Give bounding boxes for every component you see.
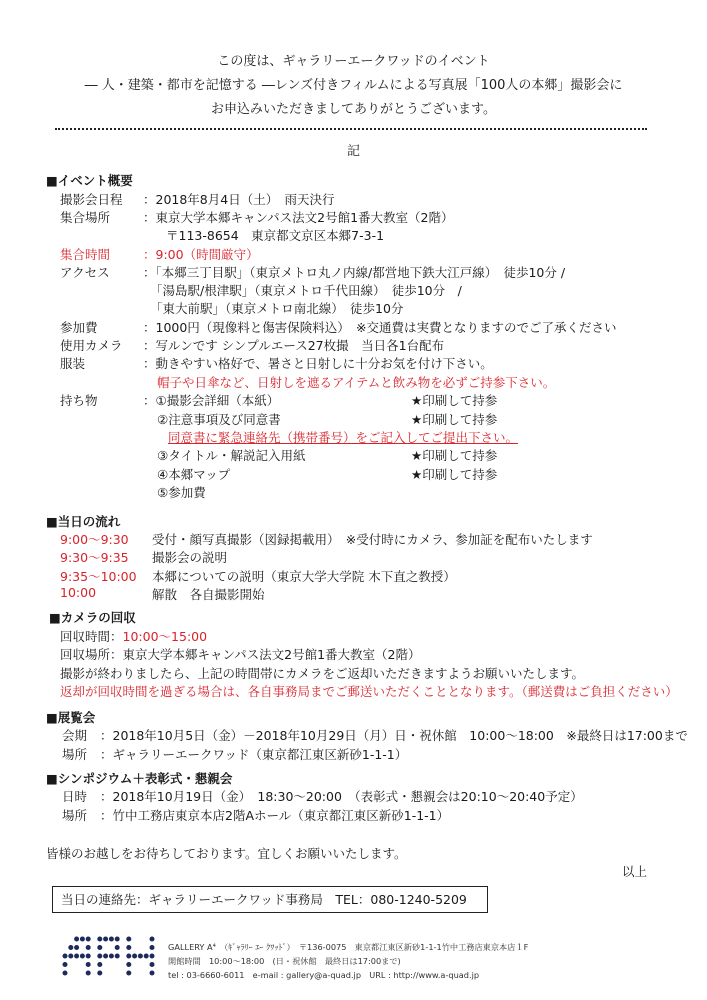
print-mark-4: ★印刷して持参	[411, 467, 498, 482]
event-place-value: ：東京大学本郷キャンパス法文2号館1番大教室（2階）	[143, 210, 454, 225]
dotted-divider	[55, 128, 647, 130]
event-time-label: 集合時間	[60, 247, 111, 262]
collect-time-label	[60, 627, 207, 645]
flow-heading: ■当日の流れ	[46, 514, 121, 529]
event-fee-label: 参加費	[60, 320, 98, 335]
event-item-5: ⑤参加費	[157, 485, 206, 500]
event-fee-value: ：1000円（現像料と傷害保険料込） ※交通費は実費となりますのでご了承ください	[143, 320, 617, 335]
event-date-label: 撮影会日程	[60, 192, 123, 207]
footer-line-3: tel : 03-6660-6011 e-mail : gallery@a-quad.jp URL : http://www.a-quad.jp	[168, 970, 480, 980]
flow-desc-1: 受付・顔写真撮影（図録掲載用） ※受付時にカメラ、参加証を配布いたします	[152, 532, 593, 547]
event-access-2: 「湯島駅/根津駅」（東京メトロ千代田線） 徒歩10分 /	[150, 283, 462, 298]
collect-heading: ■カメラの回収	[49, 610, 136, 625]
event-time-value: ：9:00（時間厳守）	[143, 247, 259, 262]
event-item-note: 同意書に緊急連絡先（携帯番号）をご記入してご提出下さい。	[168, 430, 519, 445]
event-place-address: 〒113-8654 東京都文京区本郷7-3-1	[166, 228, 385, 243]
footer-line-1: GALLERY A⁴ （ｷﾞｬﾗﾘｰ ｴｰ ｸﾜｯﾄﾞ） 〒136-0075 東京都江東区新砂1-1-1竹中工務店東京本店１F	[168, 942, 529, 952]
event-camera-value: ：写ルンです シンプルエース27枚撮 当日各1台配布	[143, 338, 445, 353]
ki-mark: 記	[346, 144, 360, 159]
symposium-date-label: 日時	[62, 789, 88, 804]
symposium-heading: ■シンポジウム＋表彰式・懇親会	[46, 771, 233, 786]
event-item-2: ②注意事項及び同意書	[157, 412, 281, 427]
event-clothes-label: 服装	[60, 356, 86, 371]
event-items-label: 持ち物	[60, 393, 98, 408]
event-clothes-value: ：動きやすい格好で、暑さと日射しに十分お気を付け下さい。	[143, 356, 493, 371]
event-clothes-note: 帽子や日傘など、日射しを遮るアイテムと飲み物を必ずご持参下さい。	[157, 375, 556, 390]
event-item-1: ：①撮影会詳細（本紙）	[143, 393, 280, 408]
event-place-label: 集合場所	[60, 210, 111, 225]
collect-warning: 返却が回収時間を過ぎる場合は、各自事務局までご郵送いただくこととなります。（郵送費はご負担ください）	[60, 684, 678, 699]
symposium-place-label: 場所	[62, 808, 88, 823]
event-access-1: ：「本郷三丁目駅」（東京メトロ丸ノ内線/都営地下鉄大江戸線） 徒歩10分 /	[143, 265, 566, 280]
print-mark-3: ★印刷して持参	[411, 448, 498, 463]
contact-box: 当日の連絡先：ギャラリーエークワッド事務局 TEL：080-1240-5209	[52, 886, 488, 913]
symposium-place-value: ：竹中工務店東京本店2階Aホール（東京都江東区新砂1-1-1）	[100, 808, 450, 823]
footer-line-2: 開館時間 10:00〜18:00 (日・祝休館 最終日は17:00まで)	[168, 956, 401, 966]
flow-desc-4: 解散 各自撮影開始	[152, 587, 265, 602]
collect-time-label-text: 回収時間：	[60, 629, 123, 644]
exhibit-period-value: ：2018年10月5日（金）－2018年10月29日（月）日・祝休館 10:00〜18:00 ※最終日は17:00まで	[100, 728, 688, 743]
ijo-text: 以上	[622, 864, 648, 879]
collect-time-value: 10:00〜15:00	[122, 629, 208, 644]
gallery-logo-icon	[62, 935, 158, 979]
closing-text: 皆様のお越しをお待ちしております。宜しくお願いいたします。	[46, 846, 407, 861]
intro-line-3: お申込みいただきましてありがとうございます。	[211, 102, 496, 117]
intro-line-1: この度は、ギャラリーエークワッドのイベント	[217, 54, 490, 69]
collect-place: 回収場所：東京大学本郷キャンパス法文2号館1番大教室（2階）	[60, 647, 421, 662]
event-camera-label: 使用カメラ	[60, 338, 123, 353]
flow-time-4: 10:00	[60, 585, 97, 600]
exhibit-period-label: 会期	[62, 728, 88, 743]
event-item-3: ③タイトル・解説記入用紙	[157, 448, 306, 463]
event-heading: ■イベント概要	[46, 173, 133, 188]
intro-line-2: ― 人・建築・都市を記憶する ―レンズ付きフィルムによる写真展「100人の本郷」撮影会に	[84, 78, 623, 93]
collect-note: 撮影が終わりましたら、上記の時間帯にカメラをご返却いただきますようお願いいたします。	[60, 666, 585, 681]
event-access-3: 「東大前駅」（東京メトロ南北線） 徒歩10分	[150, 301, 404, 316]
print-mark-2: ★印刷して持参	[411, 412, 498, 427]
exhibit-heading: ■展覧会	[46, 710, 96, 725]
flow-desc-3: 本郷についての説明（東京大学大学院 木下直之教授）	[152, 569, 456, 584]
flow-time-2: 9:30〜9:35	[60, 550, 129, 565]
flow-time-1: 9:00〜9:30	[60, 532, 129, 547]
event-item-4: ④本郷マップ	[157, 467, 231, 482]
print-mark-1: ★印刷して持参	[411, 393, 498, 408]
flow-time-3: 9:35〜10:00	[60, 569, 137, 584]
event-date-value: ：2018年8月4日（土） 雨天決行	[143, 192, 335, 207]
event-access-label: アクセス	[60, 265, 110, 280]
flow-desc-2: 撮影会の説明	[152, 550, 228, 565]
exhibit-place-label: 場所	[62, 747, 88, 762]
exhibit-place-value: ：ギャラリーエークワッド（東京都江東区新砂1-1-1）	[100, 747, 408, 762]
symposium-date-value: ：2018年10月19日（金） 18:30〜20:00 （表彰式・懇親会は20:10〜20:40予定）	[100, 789, 583, 804]
